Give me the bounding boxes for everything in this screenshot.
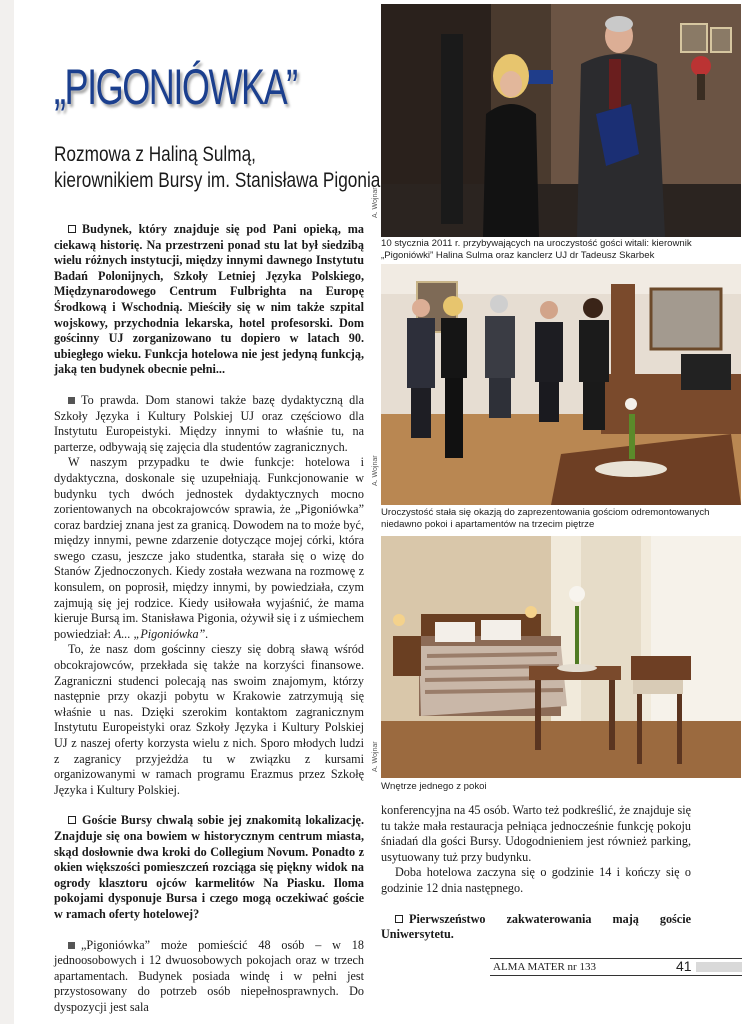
question-marker-icon <box>68 225 76 233</box>
question-3: Pierwszeństwo zakwaterowania mają goście Uniwersytetu. <box>381 911 691 942</box>
page-margin-strip <box>0 0 14 1024</box>
caption-line: „Pigoniówki” Halina Sulma oraz kanclerz UJ dr Tadeusz Skarbek <box>381 250 655 261</box>
quote-italic: A... „Pigoniówka”. <box>113 626 209 641</box>
subtitle-line-1: Rozmowa z Haliną Sulmą, <box>54 143 256 166</box>
answer-2-paragraph-1: „Pigoniówka” może pomieścić 48 osób – w 18 jednoosobowych i 12 dwuosobowych pokojach oraz w trzech apartamentach. Budynek posiada windę i w pełni jest przystosowany do potrzeb osób niepełnosprawnych. Do dyspozycji jest sala <box>54 937 364 1014</box>
article-title: „PIGONIÓWKA” <box>54 59 297 115</box>
photo-3-caption <box>381 781 716 793</box>
photo-2-credit: A. Wojnar <box>372 455 379 486</box>
photo-guest-room <box>381 536 741 778</box>
photo-1-caption <box>381 238 716 262</box>
page-footer <box>490 958 742 976</box>
left-text-column <box>54 222 364 1016</box>
page-number: 41 <box>676 958 692 974</box>
photo-3-credit: A. Wojnar <box>372 741 379 772</box>
answer-1-paragraph-2: W naszym przypadku te dwie funkcje: hotelowa i dydaktyczna, doskonale się uzupełniają. Funkcjonowanie w budynku tych dwóch jednostek dydaktycznych mocno zorientowanych na obcokrajowców sprawia, że „Pigoniówka” coraz bardziej znana jest za granicą. Dowodem na to może być, między innymi, pewne zdarzenie dotyczące mojej córki, która swego czasu, jeszcze jako studentka, starała się o wizę do Stanów Zjednoczonych. Kiedy została wezwana na rozmowę z konsulem, on poprosił, między innymi, by powiedziała, czym zajmują się jej rodzice. Kiedy usiłowała wyjaśnić, że mama kieruje Bursą im. Stanisława Pigonia, ożywił się i z uśmiechem powiedział: A... „Pigoniówka”. <box>54 455 364 641</box>
photo-ceremony-room <box>381 264 741 505</box>
subtitle-line-2: kierownikiem Bursy im. Stanisława Pigonia <box>54 169 381 192</box>
caption-line: niedawno pokoi i apartamentów na trzecim piętrze <box>381 519 595 530</box>
caption-line: Wnętrze jednego z pokoi <box>381 781 487 792</box>
caption-line: Uroczystość stała się okazją do zaprezentowania gościom odremontowanych <box>381 507 710 518</box>
magazine-name: ALMA MATER nr 133 <box>493 961 596 973</box>
photo-2-caption <box>381 507 716 531</box>
footer-bar <box>696 962 742 972</box>
caption-line: 10 stycznia 2011 r. przybywających na uroczystość gości witali: kierownik <box>381 238 692 249</box>
answer-1-paragraph-1: To prawda. Dom stanowi także bazę dydaktyczną dla Szkoły Języka i Kultury Polskiej UJ oraz częściowo dla Instytutu Europeistyki. Między innymi to właśnie tu, na parterze, odbywają się zajęcia dla studentów zagranicznych. <box>54 392 364 454</box>
right-text-column <box>381 803 691 943</box>
photo-1-credit: A. Wojnar <box>372 187 379 218</box>
answer-1-paragraph-3: To, że nasz dom gościnny cieszy się dobrą sławą wśród obcokrajowców, przekłada się także na korzyści finansowe. Zagraniczni studenci polecają nas swoim znajomym, którzy następnie przy okazji pobytu w Krakowie zatrzymują się właśnie u nas. Dzięki szerokim kontaktom zagranicznym Instytutu Europeistyki oraz Szkoły Języka i Kultury Polskiej UJ z naszej oferty korzysta wielu z nich. Sporo młodych ludzi z zagranicy przyjeżdża tu w związku z kursami organizowanymi w ramach programu Erazmus przez Szkołę Języka i Kultury Polskiej. <box>54 642 364 797</box>
question-marker-icon <box>395 915 403 923</box>
answer-2-continued: konferencyjna na 45 osób. Warto też podkreślić, że znajduje się tu także mała restauracja pełniąca jednocześnie funkcję pokoju śniadań dla gości Bursy. Udogodnieniem jest również parking, usytuowany tuż przy budynku. <box>381 803 691 864</box>
photo-welcome-guests <box>381 4 741 237</box>
answer-2-paragraph-2: Doba hotelowa zaczyna się o godzinie 14 i kończy się o godzinie 12 dnia następnego. <box>381 865 691 895</box>
question-2: Goście Bursy chwalą sobie jej znakomitą lokalizację. Znajduje się ona bowiem w historycznym centrum miasta, skąd dosłownie dwa kroki do Collegium Novum. Ponadto z okien większości pomieszczeń rozciąga się piękny widok na ogrody klasztoru ojców karmelitów Na Piasku. Iloma pokojami dysponuje Bursa i czego mogą oczekiwać goście w ramach oferty hotelowej? <box>54 813 364 921</box>
article-subtitle <box>54 142 380 194</box>
answer-marker-icon <box>68 397 75 404</box>
answer-marker-icon <box>68 942 75 949</box>
question-1: Budynek, który znajduje się pod Pani opieką, ma ciekawą historię. Na przestrzeni ponad stu lat był siedzibą wielu różnych instytucji, między innymi dawnego Instytutu Badań Polonijnych, Szkoły Letniej Języka Polskiego, Międzynarodowego Centrum Fulbrighta na Europę Środkową i Wschodnią. Mieściły się w nim także szpital wojskowy, przychodnia lekarska, hotel profesorski. Dom gościnny UJ zorganizowano tu dopiero w latach 90. ubiegłego wieku. Funkcja hotelowa nie jest jedyną funkcją, jaką ten budynek obecnie pełni... <box>54 222 364 377</box>
question-marker-icon <box>68 816 76 824</box>
